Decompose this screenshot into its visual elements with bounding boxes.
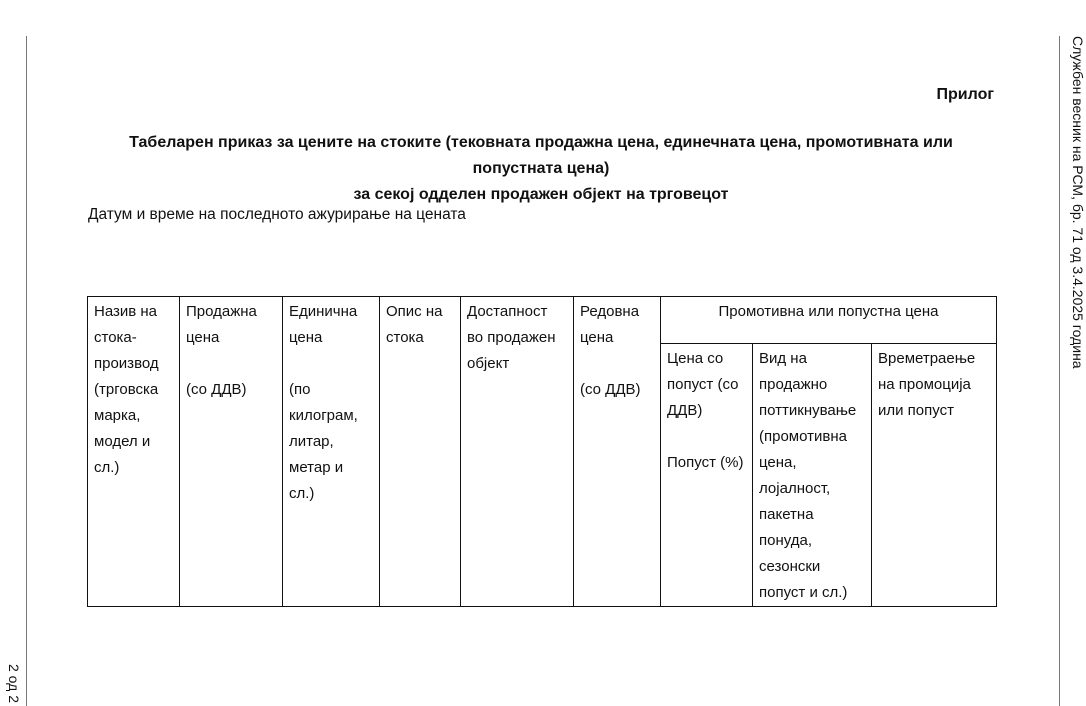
title-line-1: Табеларен приказ за цените на стоките (тековната продажна цена, единечната цена, промотивната или попустната цена): [129, 134, 953, 177]
right-margin-rule: [1059, 36, 1060, 706]
header-unit-price: Единична цена (по килограм, литар, метар и сл.): [283, 297, 380, 607]
document-title: [86, 130, 996, 208]
annex-label: Прилог: [936, 86, 994, 103]
page-number: 2 од 2: [6, 664, 22, 703]
table-header-row: [88, 297, 997, 344]
header-product-name: Назив на стока- производ (трговска марка, модел и сл.): [88, 297, 180, 607]
header-incentive-type: Вид на продажно поттикнување (промотивна цена, лојалност, пакетна понуда, сезонски попуст и сл.): [753, 344, 872, 607]
header-regular-price: Редовна цена (со ДДВ): [574, 297, 661, 607]
price-table: [87, 296, 997, 607]
header-promo-group: Промотивна или попустна цена: [661, 297, 997, 344]
left-margin-rule: [26, 36, 27, 706]
header-availability: Достапност во продажен објект: [461, 297, 574, 607]
header-promo-duration: Времетраење на промоција или попуст: [872, 344, 997, 607]
last-update-date-label: Датум и време на последното ажурирање на цената: [88, 206, 466, 223]
title-line-2: за секој одделен продажен објект на трговецот: [353, 186, 729, 203]
header-description: Опис на стока: [380, 297, 461, 607]
gazette-running-header: Службен весник на РСМ, бр. 71 од 3.4.2025 година: [1070, 36, 1086, 369]
header-sale-price: Продажна цена (со ДДВ): [180, 297, 283, 607]
header-discount-price: Цена со попуст (со ДДВ) Попуст (%): [661, 344, 753, 607]
